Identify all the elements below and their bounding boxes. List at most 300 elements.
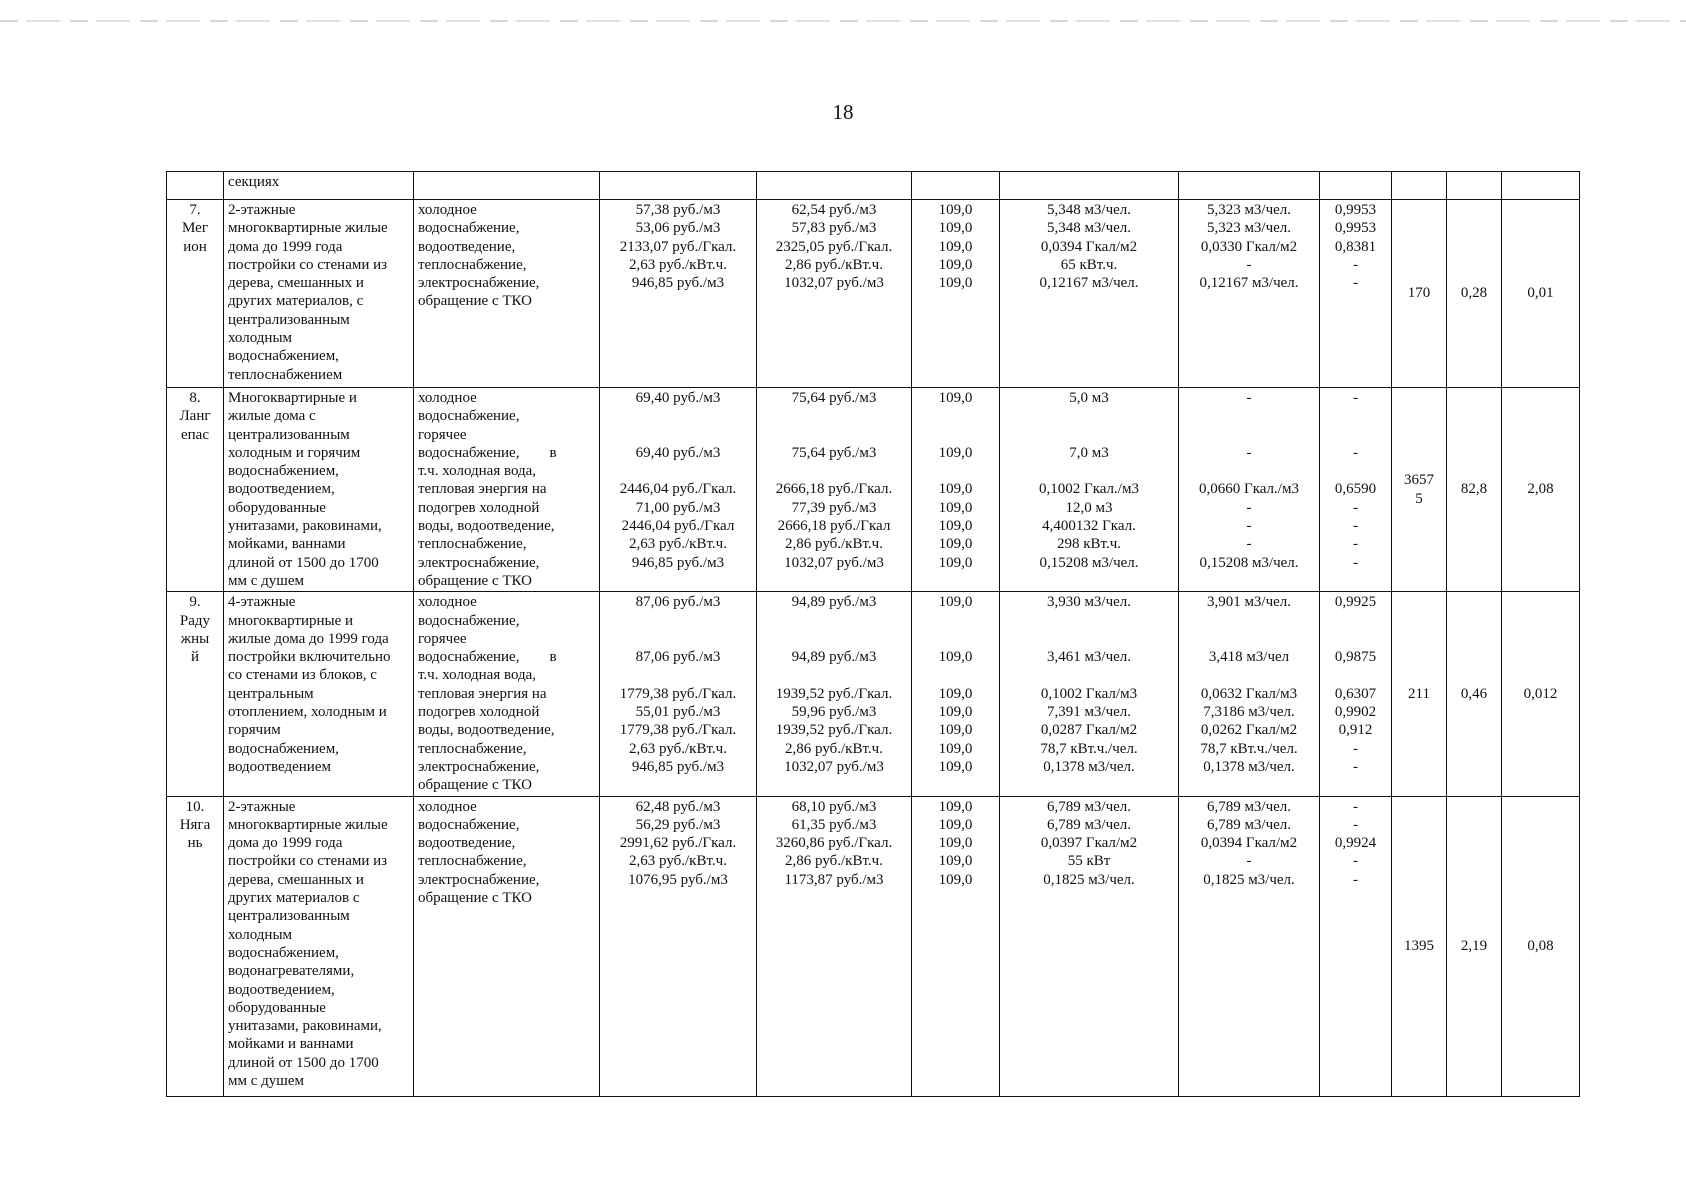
cell-line: водоснабжением, bbox=[228, 944, 339, 961]
cell-line: 2,86 руб./кВт.ч. bbox=[785, 853, 883, 870]
index-cell bbox=[912, 796, 1000, 1096]
cell-line: 0,912 bbox=[1338, 722, 1373, 739]
cell-line: 57,83 руб./м3 bbox=[791, 220, 877, 237]
cell-value: 0,012 bbox=[1523, 685, 1558, 702]
cell-line: длиной от 1500 до 1700 bbox=[228, 1054, 379, 1071]
cell-line: обращение с ТКО bbox=[418, 777, 532, 794]
cell-line: электроснабжение, bbox=[418, 275, 540, 292]
cell-line bbox=[1183, 666, 1315, 684]
cell-line: 2,63 руб./кВт.ч. bbox=[629, 256, 727, 273]
cell-line: мм с душем bbox=[228, 1072, 304, 1089]
cell-line: горячее bbox=[418, 630, 467, 647]
cell-line: - bbox=[1246, 518, 1252, 535]
cell-line: 94,89 руб./м3 bbox=[791, 594, 877, 611]
norm-cell bbox=[1000, 388, 1179, 592]
cell-line: 65 кВт.ч. bbox=[1060, 256, 1118, 273]
v3-cell bbox=[1502, 592, 1580, 796]
cell-line: водоснабжение, bbox=[418, 408, 520, 425]
table-row bbox=[167, 592, 1580, 796]
cell-line bbox=[916, 462, 995, 480]
cell-line bbox=[604, 462, 752, 480]
cell-line: 109,0 bbox=[938, 649, 973, 666]
cell-line: 12,0 м3 bbox=[1065, 499, 1113, 516]
cell-line: оборудованные bbox=[228, 499, 326, 516]
cell-line bbox=[916, 407, 995, 425]
cell-line bbox=[761, 426, 907, 444]
description-cell bbox=[224, 796, 414, 1096]
cell-line: 109,0 bbox=[938, 444, 973, 461]
cell-line: 2,63 руб./кВт.ч. bbox=[629, 536, 727, 553]
cell-line: 5,348 м3/чел. bbox=[1046, 202, 1132, 218]
scan-artifact-line bbox=[0, 20, 1686, 22]
cell-line: епас bbox=[180, 426, 209, 443]
cell-line: 109,0 bbox=[938, 758, 973, 775]
cell-line: 69,40 руб./м3 bbox=[635, 444, 721, 461]
cell-line: 1076,95 руб./м3 bbox=[628, 871, 728, 888]
cell-line: 0,0330 Гкал/м2 bbox=[1200, 238, 1298, 255]
cell-line: й bbox=[190, 649, 200, 666]
cell-line: - bbox=[1353, 758, 1358, 775]
cell-line: подогрев холодной bbox=[418, 499, 540, 516]
cell-line: 68,10 руб./м3 bbox=[791, 798, 877, 815]
cell-line: мойками и ваннами bbox=[228, 1036, 354, 1053]
cell-line: воды, водоотведение, bbox=[418, 722, 555, 739]
cell-line: жилые дома до 1999 года bbox=[228, 630, 389, 647]
cell-line: 2-этажные bbox=[228, 202, 296, 218]
norm-cell bbox=[1000, 592, 1179, 796]
cell-line: 3,901 м3/чел. bbox=[1206, 594, 1292, 611]
cell-line: 78,7 кВт.ч./чел. bbox=[1200, 740, 1298, 757]
cell-line: - bbox=[1353, 871, 1358, 888]
cell-line: 55 кВт bbox=[1067, 853, 1111, 870]
cell-line: водоотведение, bbox=[418, 835, 516, 852]
cell-value: 0,28 bbox=[1460, 285, 1488, 302]
cell-line: электроснабжение, bbox=[418, 871, 540, 888]
number-cell bbox=[167, 200, 224, 388]
cell-line: - bbox=[1246, 390, 1252, 406]
cell-line bbox=[761, 612, 907, 630]
cell-line: 2,86 руб./кВт.ч. bbox=[785, 536, 883, 553]
cell-line bbox=[916, 666, 995, 684]
cell-line: 62,48 руб./м3 bbox=[635, 798, 721, 815]
cell-line: тепловая энергия на bbox=[418, 481, 547, 498]
cell-line: 0,1002 Гкал./м3 bbox=[1039, 481, 1139, 498]
cell-line: - bbox=[1353, 536, 1358, 553]
cell-line: - bbox=[1246, 499, 1252, 516]
cell-line: 0,8381 bbox=[1334, 238, 1377, 255]
cell-line: 57,38 руб./м3 bbox=[635, 202, 721, 218]
cell-line: 7,3186 м3/чел. bbox=[1203, 704, 1295, 721]
norm-cell bbox=[1000, 200, 1179, 388]
cell-line: 946,85 руб./м3 bbox=[631, 758, 725, 775]
cell-line bbox=[1004, 426, 1174, 444]
cell-line: водоснабжение, bbox=[418, 816, 520, 833]
cell-line bbox=[1004, 462, 1174, 480]
cell-line bbox=[761, 630, 907, 648]
cell-line: 109,0 bbox=[938, 202, 973, 218]
cell-line bbox=[916, 612, 995, 630]
tariff-2023-cell bbox=[600, 200, 757, 388]
index-cell bbox=[912, 388, 1000, 592]
cell-line: 75,64 руб./м3 bbox=[791, 444, 877, 461]
cell-line bbox=[1183, 462, 1315, 480]
cell-line bbox=[1324, 462, 1387, 480]
cell-line: 109,0 bbox=[938, 835, 973, 852]
cell-line: со стенами из блоков, с bbox=[228, 667, 377, 684]
cell-line: водоснабжение, в bbox=[418, 649, 557, 666]
cell-line: - bbox=[1353, 499, 1358, 516]
cell-line: других материалов, с bbox=[228, 293, 364, 310]
cell-line: Раду bbox=[179, 612, 211, 629]
cell-line: 2991,62 руб./Гкал. bbox=[619, 835, 737, 852]
coefficient-cell bbox=[1320, 592, 1392, 796]
cell-line: 1032,07 руб./м3 bbox=[784, 275, 884, 292]
cell-line: водоотведением, bbox=[228, 481, 335, 498]
number-cell bbox=[167, 796, 224, 1096]
cell-line: водоснабжение, bbox=[418, 612, 520, 629]
description-cell bbox=[224, 592, 414, 796]
cell-line: 0,0262 Гкал/м2 bbox=[1200, 722, 1298, 739]
cell-line: теплоснабжением bbox=[228, 366, 343, 383]
cell-line bbox=[1183, 407, 1315, 425]
cell-line: 8. bbox=[189, 390, 201, 406]
v3-cell bbox=[1502, 796, 1580, 1096]
cell-line: 0,0397 Гкал/м2 bbox=[1040, 835, 1138, 852]
cell-line: 87,06 руб./м3 bbox=[635, 594, 721, 611]
cell-line bbox=[1183, 426, 1315, 444]
cell-line: т.ч. холодная вода, bbox=[418, 463, 537, 480]
cell-line: 109,0 bbox=[938, 256, 973, 273]
cell-line: холодным и горячим bbox=[228, 444, 361, 461]
cell-line: жилые дома с bbox=[228, 408, 316, 425]
cell-line: 78,7 кВт.ч./чел. bbox=[1040, 740, 1138, 757]
coefficient-cell bbox=[1320, 200, 1392, 388]
cell-line: 109,0 bbox=[938, 594, 973, 611]
index-cell bbox=[912, 592, 1000, 796]
cell-line: холодное bbox=[418, 202, 477, 218]
cell-line: - bbox=[1353, 798, 1358, 815]
cell-line: 3260,86 руб./Гкал. bbox=[775, 835, 893, 852]
cell-line bbox=[761, 666, 907, 684]
description-cell bbox=[224, 388, 414, 592]
cell-line: 2,63 руб./кВт.ч. bbox=[629, 740, 727, 757]
consumption-cell bbox=[1179, 796, 1320, 1096]
cell-line: горячим bbox=[228, 722, 281, 739]
cell-line: - bbox=[1353, 444, 1358, 461]
cell-line: - bbox=[1353, 816, 1358, 833]
cell-line bbox=[916, 426, 995, 444]
v2-cell bbox=[1447, 388, 1502, 592]
cell-line: 3,930 м3/чел. bbox=[1046, 594, 1132, 611]
cell-line: 3,418 м3/чел bbox=[1208, 649, 1290, 666]
cell-line: 6,789 м3/чел. bbox=[1046, 816, 1132, 833]
cell-line bbox=[1183, 612, 1315, 630]
cell-line: холодным bbox=[228, 926, 293, 943]
cell-value: 1395 bbox=[1404, 937, 1434, 954]
cell-line: водоотведением bbox=[228, 758, 331, 775]
cell-line: 0,1825 м3/чел. bbox=[1043, 871, 1135, 888]
cell-line: 56,29 руб./м3 bbox=[635, 816, 721, 833]
index-cell bbox=[912, 200, 1000, 388]
cell-line: 55,01 руб./м3 bbox=[635, 704, 721, 721]
cell-line: воды, водоотведение, bbox=[418, 518, 555, 535]
cell-line: - bbox=[1353, 390, 1358, 406]
cell-value: 2,19 bbox=[1460, 937, 1488, 954]
cell-line: постройки со стенами из bbox=[228, 256, 388, 273]
cell-line: 0,0632 Гкал/м3 bbox=[1200, 685, 1298, 702]
cell-line: 2,86 руб./кВт.ч. bbox=[785, 740, 883, 757]
cell-line: обращение с ТКО bbox=[418, 572, 532, 589]
cell-line: 71,00 руб./м3 bbox=[635, 499, 721, 516]
cell-line: 0,6590 bbox=[1334, 481, 1377, 498]
cell-line: 9. bbox=[189, 594, 201, 611]
cell-line: электроснабжение, bbox=[418, 758, 540, 775]
cell-line: т.ч. холодная вода, bbox=[418, 667, 537, 684]
cell-line: 109,0 bbox=[938, 481, 973, 498]
cell-line: 109,0 bbox=[938, 220, 973, 237]
cell-line: 3,461 м3/чел. bbox=[1046, 649, 1132, 666]
cell-line: 2325,05 руб./Гкал. bbox=[775, 238, 893, 255]
cell-line: - bbox=[1353, 853, 1358, 870]
cell-line: 1939,52 руб./Гкал. bbox=[775, 685, 893, 702]
cell-line: постройки включительно bbox=[228, 649, 391, 666]
coefficient-cell bbox=[1320, 388, 1392, 592]
cell-line: теплоснабжение, bbox=[418, 740, 527, 757]
cell-line bbox=[604, 407, 752, 425]
cell-line: обращение с ТКО bbox=[418, 293, 532, 310]
cell-line: ион bbox=[183, 238, 207, 255]
tariff-2024-cell bbox=[757, 592, 912, 796]
cell-line: централизованным bbox=[228, 311, 350, 328]
cell-line: 109,0 bbox=[938, 518, 973, 535]
cell-line: многоквартирные и bbox=[228, 612, 354, 629]
cell-value: 82,8 bbox=[1460, 481, 1488, 498]
cell-line: 2446,04 руб./Гкал. bbox=[619, 481, 737, 498]
cell-line: 62,54 руб./м3 bbox=[791, 202, 877, 218]
cell-line: водоснабжением, bbox=[228, 463, 339, 480]
cell-line: централизованным bbox=[228, 426, 350, 443]
cell-line: электроснабжение, bbox=[418, 554, 540, 571]
cell-line bbox=[1324, 612, 1387, 630]
cell-line: 1032,07 руб./м3 bbox=[784, 554, 884, 571]
cell-line: 5,0 м3 bbox=[1069, 390, 1109, 406]
v1-cell bbox=[1392, 592, 1447, 796]
cell-line: централизованным bbox=[228, 908, 350, 925]
cell-line: других материалов с bbox=[228, 890, 360, 907]
cell-line: нь bbox=[187, 835, 203, 852]
cell-line: унитазами, раковинами, bbox=[228, 518, 382, 535]
tariff-2023-cell bbox=[600, 796, 757, 1096]
table-row bbox=[167, 796, 1580, 1096]
cell-line bbox=[1324, 630, 1387, 648]
cell-line: 109,0 bbox=[938, 853, 973, 870]
cell-line: теплоснабжение, bbox=[418, 256, 527, 273]
cell-line: центральным bbox=[228, 685, 314, 702]
cell-line: 0,1378 м3/чел. bbox=[1043, 758, 1135, 775]
number-cell bbox=[167, 592, 224, 796]
norm-cell bbox=[1000, 796, 1179, 1096]
cell-line: - bbox=[1353, 256, 1358, 273]
cell-line: 0,1825 м3/чел. bbox=[1203, 871, 1295, 888]
cell-line: теплоснабжение, bbox=[418, 853, 527, 870]
cell-line: дома до 1999 года bbox=[228, 835, 343, 852]
cell-line: 2,63 руб./кВт.ч. bbox=[629, 853, 727, 870]
cell-line: 0,0660 Гкал./м3 bbox=[1199, 481, 1299, 498]
cell-line: водоотведением, bbox=[228, 981, 335, 998]
cell-line: 0,15208 м3/чел. bbox=[1039, 554, 1139, 571]
table-row bbox=[167, 200, 1580, 388]
cell-line: Ланг bbox=[179, 408, 211, 425]
cell-line: - bbox=[1353, 275, 1358, 292]
cell-line bbox=[1324, 407, 1387, 425]
coefficient-cell bbox=[1320, 796, 1392, 1096]
cell-value: 0,08 bbox=[1527, 937, 1554, 954]
cell-line: - bbox=[1246, 536, 1252, 553]
cell-line bbox=[604, 426, 752, 444]
cell-line: 0,9902 bbox=[1334, 704, 1377, 721]
cell-line: 0,0287 Гкал/м2 bbox=[1040, 722, 1138, 739]
cell-line: 109,0 bbox=[938, 390, 973, 406]
cell-line: 1779,38 руб./Гкал. bbox=[619, 722, 737, 739]
cell-line: 109,0 bbox=[938, 685, 973, 702]
cell-line: дерева, смешанных и bbox=[228, 871, 364, 888]
cell-line: многоквартирные жилые bbox=[228, 220, 388, 237]
cell-line: дома до 1999 года bbox=[228, 238, 343, 255]
cell-line: 0,9953 bbox=[1334, 220, 1377, 237]
cell-line bbox=[604, 666, 752, 684]
cell-line: подогрев холодной bbox=[418, 704, 540, 721]
cell-line: длиной от 1500 до 1700 bbox=[228, 554, 379, 571]
cell-line: 2446,04 руб./Гкал bbox=[621, 518, 735, 535]
cell-line: холодным bbox=[228, 330, 293, 347]
cell-line: 4,400132 Гкал. bbox=[1042, 518, 1136, 535]
cell-line: 4-этажные bbox=[228, 594, 296, 611]
cell-line bbox=[761, 462, 907, 480]
cell-line: обращение с ТКО bbox=[418, 890, 532, 907]
cell-line: водонагревателями, bbox=[228, 963, 355, 980]
cell-line: 0,1002 Гкал/м3 bbox=[1040, 685, 1138, 702]
cell-line: 0,9953 bbox=[1334, 202, 1377, 218]
cell-line: 109,0 bbox=[938, 554, 973, 571]
cell-line bbox=[1004, 666, 1174, 684]
services-cell bbox=[414, 796, 600, 1096]
description-cell bbox=[224, 200, 414, 388]
cell-line: 109,0 bbox=[938, 816, 973, 833]
cell-value: 170 bbox=[1407, 285, 1431, 302]
cell-line: 0,12167 м3/чел. bbox=[1039, 275, 1139, 292]
tariff-2023-cell bbox=[600, 388, 757, 592]
cell-line: 946,85 руб./м3 bbox=[631, 554, 725, 571]
cell-line bbox=[1004, 630, 1174, 648]
services-cell bbox=[414, 388, 600, 592]
cell-line: 0,0394 Гкал/м2 bbox=[1040, 238, 1138, 255]
cell-line: 946,85 руб./м3 bbox=[631, 275, 725, 292]
cell-line: 5,323 м3/чел. bbox=[1206, 202, 1292, 218]
cell-line bbox=[1004, 612, 1174, 630]
cell-line bbox=[1004, 407, 1174, 425]
cell-line bbox=[761, 407, 907, 425]
cell-line: 2-этажные bbox=[228, 798, 296, 815]
cell-line: 0,15208 м3/чел. bbox=[1199, 554, 1299, 571]
services-cell bbox=[414, 200, 600, 388]
description-cell: секциях bbox=[224, 172, 414, 200]
cell-value: 3657 5 bbox=[1404, 472, 1434, 507]
services-cell bbox=[414, 592, 600, 796]
cell-line: 5,348 м3/чел. bbox=[1046, 220, 1132, 237]
cell-line: 69,40 руб./м3 bbox=[635, 390, 721, 406]
cell-line: 1032,07 руб./м3 bbox=[784, 758, 884, 775]
cell-line bbox=[1183, 630, 1315, 648]
cell-line: 1173,87 руб./м3 bbox=[784, 871, 884, 888]
cell-line: холодное bbox=[418, 390, 477, 406]
cell-line: - bbox=[1353, 740, 1358, 757]
cell-line bbox=[1324, 426, 1387, 444]
cell-line: 59,96 руб./м3 bbox=[791, 704, 877, 721]
cell-line: 6,789 м3/чел. bbox=[1206, 816, 1292, 833]
cell-line: 1779,38 руб./Гкал. bbox=[619, 685, 737, 702]
cell-line: горячее bbox=[418, 426, 467, 443]
cell-line: - bbox=[1246, 256, 1252, 273]
cell-line: тепловая энергия на bbox=[418, 685, 547, 702]
cell-line: 109,0 bbox=[938, 871, 973, 888]
tariff-2024-cell bbox=[757, 200, 912, 388]
v1-cell bbox=[1392, 200, 1447, 388]
cell-line: 109,0 bbox=[938, 536, 973, 553]
cell-line: 298 кВт.ч. bbox=[1056, 536, 1121, 553]
cell-line: Няга bbox=[179, 816, 211, 833]
cell-line: 1939,52 руб./Гкал. bbox=[775, 722, 893, 739]
cell-line: 0,12167 м3/чел. bbox=[1199, 275, 1299, 292]
consumption-cell bbox=[1179, 592, 1320, 796]
cell-line bbox=[1324, 666, 1387, 684]
cell-line bbox=[604, 630, 752, 648]
cell-value: 2,08 bbox=[1527, 481, 1554, 498]
cell-line: водоснабжением, bbox=[228, 740, 339, 757]
cell-line: 7. bbox=[189, 202, 201, 218]
tariff-2024-cell bbox=[757, 388, 912, 592]
cell-line: 0,9924 bbox=[1334, 835, 1377, 852]
table-row bbox=[167, 388, 1580, 592]
cell-line: 2133,07 руб./Гкал. bbox=[619, 238, 737, 255]
cell-line: дерева, смешанных и bbox=[228, 275, 364, 292]
cell-line: 6,789 м3/чел. bbox=[1206, 798, 1292, 815]
cell-line: 0,1378 м3/чел. bbox=[1203, 758, 1295, 775]
cell-line: водоотведение, bbox=[418, 238, 516, 255]
cell-line: теплоснабжение, bbox=[418, 536, 527, 553]
cell-line: мм с душем bbox=[228, 572, 304, 589]
v2-cell bbox=[1447, 796, 1502, 1096]
v3-cell bbox=[1502, 388, 1580, 592]
header-continuation-row bbox=[167, 172, 1580, 200]
v2-cell bbox=[1447, 592, 1502, 796]
cell-line: 109,0 bbox=[938, 238, 973, 255]
cell-line: 5,323 м3/чел. bbox=[1206, 220, 1292, 237]
cell-line: холодное bbox=[418, 798, 477, 815]
v2-cell bbox=[1447, 200, 1502, 388]
page-number: 18 bbox=[832, 100, 854, 124]
cell-line: мойками, ваннами bbox=[228, 536, 346, 553]
cell-line: - bbox=[1353, 518, 1358, 535]
v1-cell bbox=[1392, 388, 1447, 592]
cell-line: 109,0 bbox=[938, 704, 973, 721]
cell-line: 0,9925 bbox=[1334, 594, 1377, 611]
cell-line: холодное bbox=[418, 594, 477, 611]
cell-value: 211 bbox=[1408, 685, 1430, 702]
cell-line: многоквартирные жилые bbox=[228, 816, 388, 833]
cell-line bbox=[604, 612, 752, 630]
cell-line bbox=[916, 630, 995, 648]
cell-line: 2,86 руб./кВт.ч. bbox=[785, 256, 883, 273]
